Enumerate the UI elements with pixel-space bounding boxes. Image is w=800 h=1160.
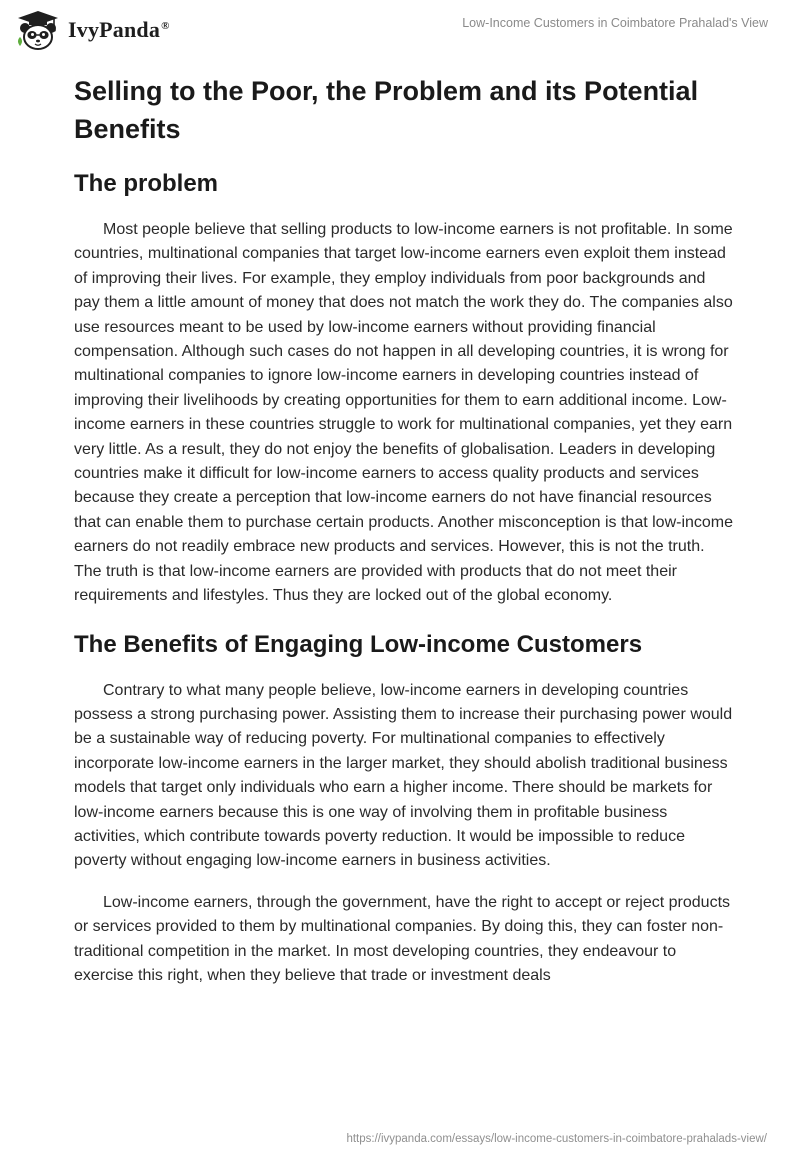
source-url[interactable]: https://ivypanda.com/essays/low-income-customers-in-coimbatore-prahalads-view/ bbox=[346, 1133, 767, 1145]
paragraph: Low-income earners, through the government, have the right to accept or reject products or services provided to them by multinational companies. By doing this, they can foster non-traditional competition in the market. In most developing countries, they endeavour to exercise this right, when they believe that trade or investment deals bbox=[74, 893, 731, 984]
article-body bbox=[74, 72, 734, 988]
paragraph: Most people believe that selling products to low-income earners is not profitable. In some countries, multinational companies that target low-income earners even exploit them instead of improving their lives. For example, they employ individuals from poor backgrounds and pay them a little amount of money that does not match the work they do. The companies also use resources meant to be used by low-income earners without providing financial compensation. Although such cases do not happen in all developing countries, it is wrong for multinational companies to ignore low-income earners in developing countries instead of improving their livelihoods by creating opportunities for them to earn additional income. Low-income earners in these countries struggle to work for multinational companies, yet they earn very little. As a result, they do not enjoy the benefits of globalisation. Leaders in developing countries make it difficult for low-income earners to access quality products and services because they create a perception that low-income earners do not have financial resources that can enable them to purchase certain products. Another misconception is that low-income earners do not readily embrace new products and services. However, this is not the truth. The truth is that low-income earners are provided with products that do not meet their requirements and lifestyles. Thus they are locked out of the global economy. bbox=[74, 221, 734, 605]
page-header bbox=[0, 0, 800, 62]
logo-wordmark: IvyPanda® bbox=[68, 17, 170, 42]
section-heading-benefits: The Benefits of Engaging Low-income Customers bbox=[74, 630, 643, 658]
paragraph: Contrary to what many people believe, low-income earners in developing countries possess a strong purchasing power. Assisting them to increase their purchasing power would be a sustainable way of reducing poverty. For multinational companies to effectively incorporate low-income earners in the larger market, they should abolish traditional business models that target only individuals who earn a higher income. There should be markets for low-income earners because this is one way of involving them in profitable business activities, which contribute towards poverty reduction. It would be impossible to reduce poverty without engaging low-income earners in business activities. bbox=[74, 681, 733, 870]
section-heading-problem: The problem bbox=[74, 170, 219, 197]
ivypanda-logo[interactable] bbox=[14, 8, 170, 52]
panda-graduate-icon bbox=[14, 8, 62, 52]
running-title: Low-Income Customers in Coimbatore Prahalad's View bbox=[462, 16, 768, 30]
article-title: Selling to the Poor, the Problem and its Potential Benefits bbox=[74, 76, 699, 144]
